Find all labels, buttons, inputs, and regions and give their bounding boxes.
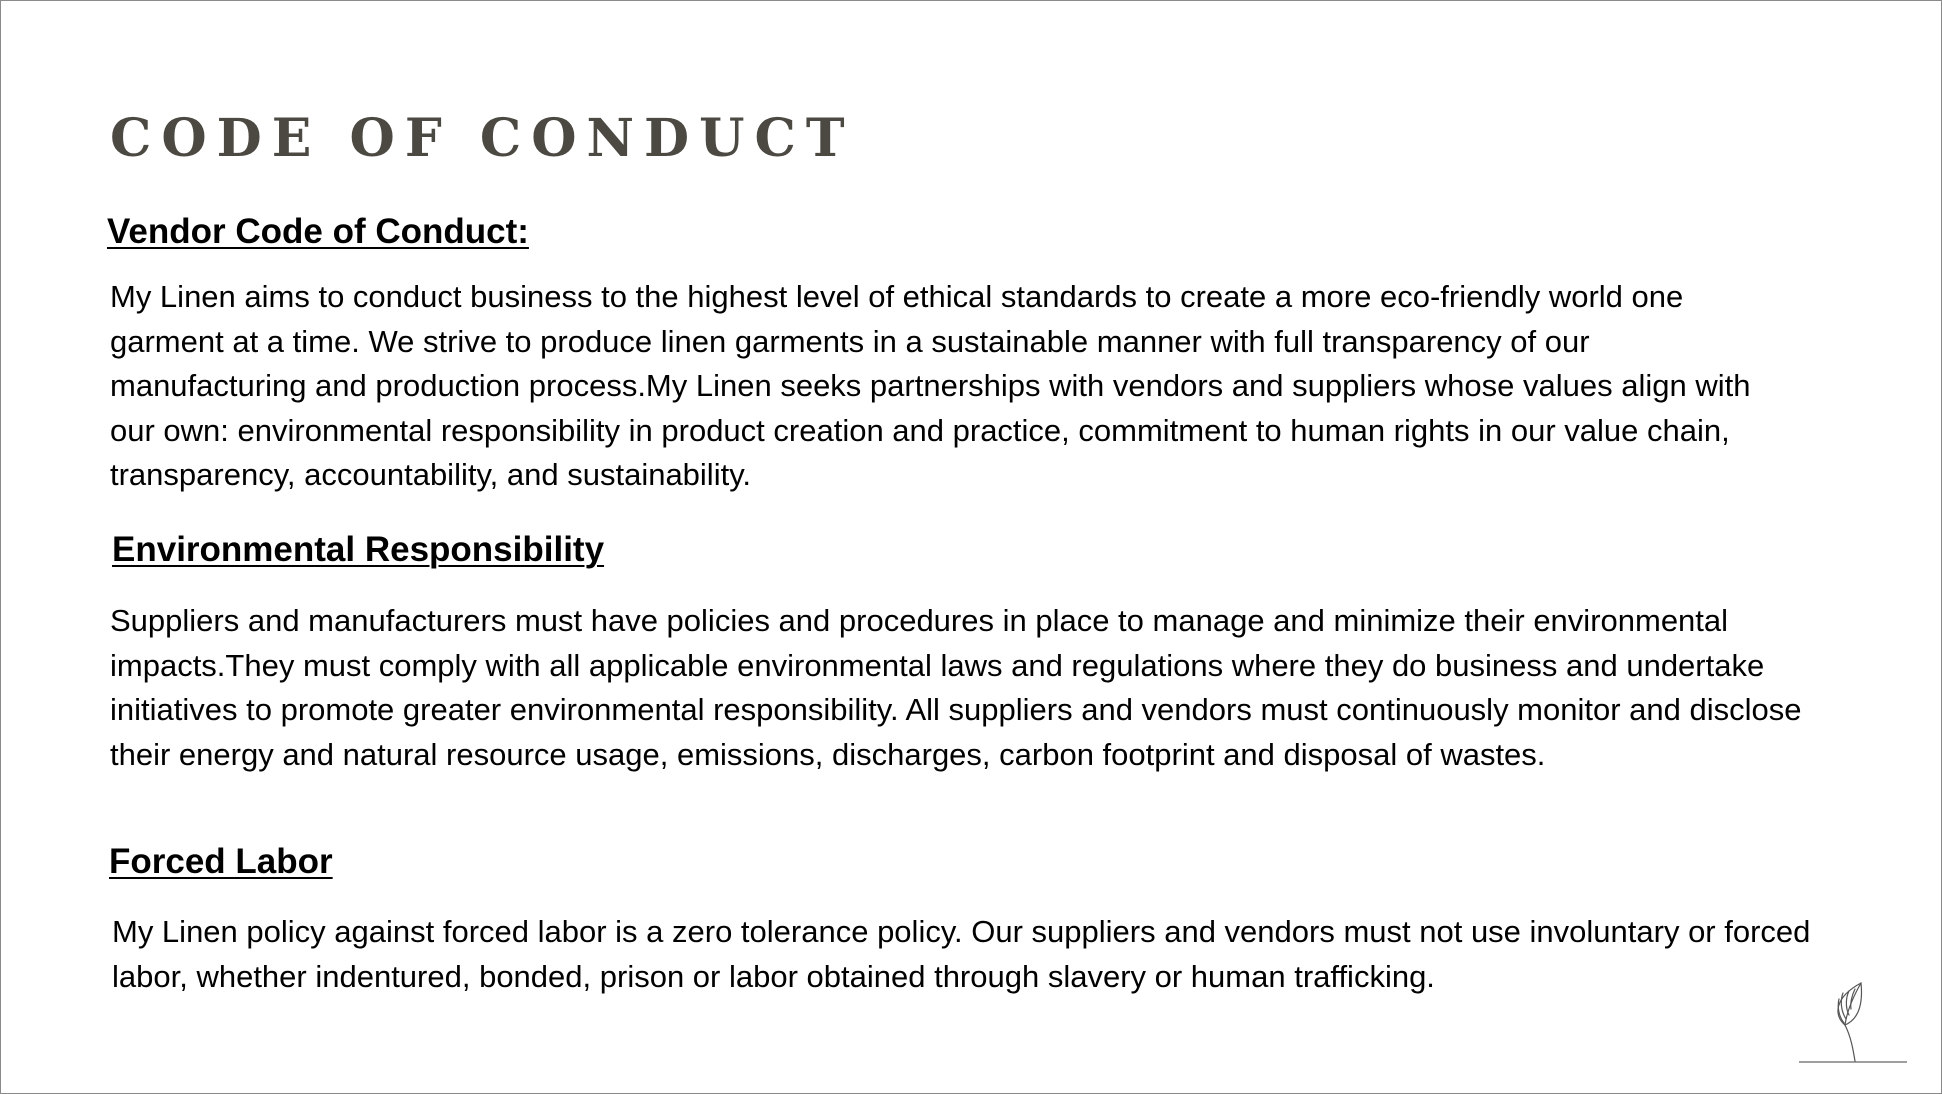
section-body-vendor-code: My Linen aims to conduct business to the highest level of ethical standards to create a more eco-friendly world one garment at a time. We strive to produce linen garments in a sustainable manner with full transparency of our manufacturing and production process.My Linen seeks partnerships with vendors and suppliers whose values align with our own: environmental responsibility in product creation and practice, commitment to human rights in our value chain, transparency, accountability, and sustainability.	[110, 279, 1751, 492]
leaf-icon	[1797, 979, 1909, 1063]
section-body-forced-labor: My Linen policy against forced labor is a zero tolerance policy. Our suppliers and vendors must not use involuntary or forced labor, whether indentured, bonded, prison or labor obtained through slavery or human trafficking.	[112, 914, 1811, 994]
section-body-environmental: Suppliers and manufacturers must have policies and procedures in place to manage and minimize their environmental impacts.They must comply with all applicable environmental laws and regulations where they do business and undertake initiatives to promote greater environmental responsibility. All suppliers and vendors must continuously monitor and disclose their energy and natural resource usage, emissions, discharges, carbon footprint and disposal of wastes.	[110, 603, 1802, 772]
section-heading-forced-labor: Forced Labor	[109, 842, 333, 881]
page-title: CODE OF CONDUCT	[110, 108, 855, 169]
section-heading-environmental: Environmental Responsibility	[112, 530, 605, 569]
section-heading-vendor-code: Vendor Code of Conduct:	[107, 212, 529, 251]
